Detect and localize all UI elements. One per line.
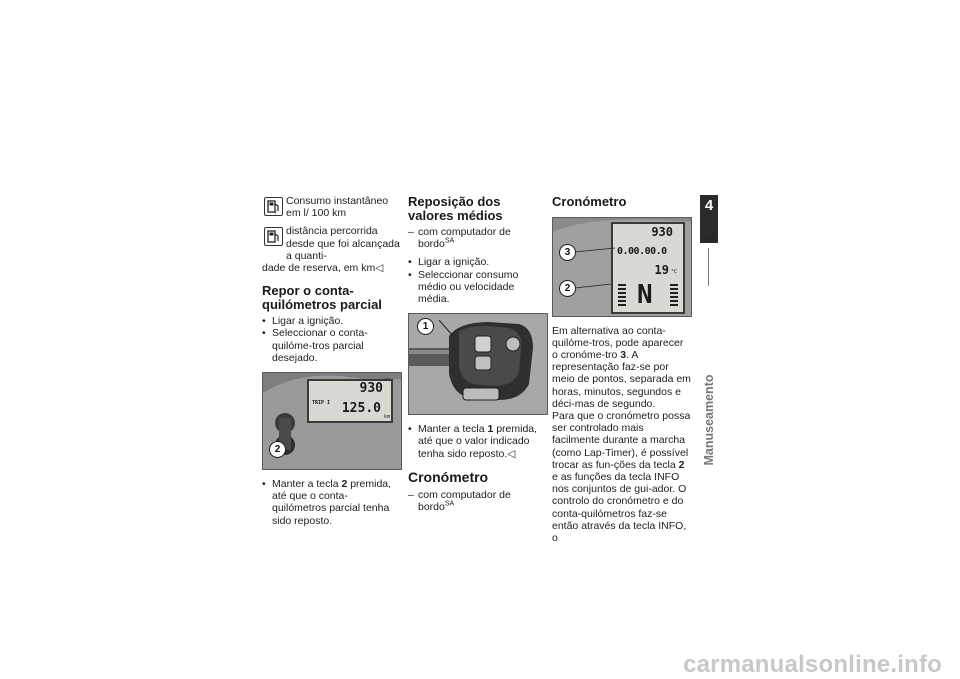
callout-1: 1 [417, 318, 434, 335]
chapter-number: 4 [704, 197, 714, 214]
list-item: • Seleccionar consumo médio ou velocidade média. [408, 269, 548, 306]
reserve-distance-item [262, 225, 402, 274]
side-chapter-title-text: Manuseamento [701, 374, 716, 466]
key-ref: 2 [678, 458, 685, 471]
paragraph-text-b: . A representação faz-se por meio de pontos, separada em horas, minutos, segundos e déci-mas de segundo. [552, 348, 691, 410]
stopwatch-value: 0.00.00.0 [617, 245, 667, 257]
trip-label: TRIP I [312, 400, 331, 407]
option-sup: SA [444, 500, 455, 508]
option-sup: SA [444, 237, 455, 245]
option-note [408, 226, 548, 250]
stopwatch-display-figure [552, 217, 692, 317]
callout-leader-lines [553, 218, 691, 316]
temperature-unit: °C [670, 268, 677, 275]
list-item [262, 478, 402, 527]
step-text-a: Manter a tecla [272, 478, 342, 491]
instant-consumption-text: Consumo instantâneo em l/ 100 km [286, 195, 389, 220]
reserve-distance-text-a: distância percorrida desde que foi alcançada a quanti- [286, 225, 400, 262]
gear-indicator: N [637, 279, 653, 310]
paragraph-text-b: e as funções da tecla INFO nos conjuntos de gui-ador. O controlo do cronómetro e do conta-quilómetros faz-se então através da tecla INFO, o [552, 470, 687, 544]
column-2 [408, 195, 548, 513]
step-text-a: Manter a tecla [418, 423, 488, 436]
key-ref: 3 [620, 348, 627, 361]
side-chapter-title [700, 370, 718, 470]
list-item: • Seleccionar o conta-quilóme-tros parcial desejado. [262, 327, 402, 364]
fuel-pump-icon [264, 197, 283, 216]
callout-3: 3 [559, 244, 576, 261]
average-reset-final-step [408, 423, 548, 460]
key-ref: 1 [487, 423, 494, 436]
stopwatch-heading-2: Cronómetro [552, 194, 627, 209]
paragraph-text-a: Em alternativa ao conta-quilóme-tros, pode aparecer o cronóme-tro [552, 324, 684, 361]
callout-2: 2 [269, 441, 286, 458]
stopwatch-heading: Cronómetro [408, 468, 489, 485]
fuel-reserve-icon [264, 227, 283, 246]
list-item [408, 423, 548, 460]
trip-reset-heading: Repor o conta-quilómetros parcial [262, 283, 382, 312]
trip-display-figure [262, 372, 402, 470]
page-number: 39 [703, 233, 714, 243]
odometer-value: 930 [359, 381, 383, 397]
list-item: • Ligar a ignição. [408, 256, 548, 268]
option-text: com computador de bordo [418, 488, 511, 514]
column-3 [552, 195, 692, 544]
reserve-distance-text-b: dade de reserva, em km◁ [262, 262, 384, 275]
trip-reset-steps [262, 315, 402, 364]
odometer-value: 930 [651, 224, 673, 239]
trip-lcd [307, 379, 393, 423]
step-text-b: premida, até que o valor indicado tenha sido reposto.◁ [418, 423, 538, 460]
tab-divider [708, 248, 709, 286]
stopwatch-paragraph-1 [552, 325, 692, 410]
trip-value: 125.0 [341, 401, 381, 417]
stopwatch-paragraph-2 [552, 410, 692, 544]
option-text: com computador de bordo [418, 226, 511, 251]
trip-reset-final-step [262, 478, 402, 527]
callout-2: 2 [559, 280, 576, 297]
average-reset-heading: Reposição dos valores médios [408, 194, 503, 223]
watermark: carmanualsonline.info [683, 650, 942, 678]
column-1 [262, 195, 402, 527]
key-ref: 2 [341, 478, 348, 491]
average-reset-steps [408, 256, 548, 305]
step-text-b: premida, até que o conta-quilómetros parcial tenha sido reposto. [272, 478, 392, 527]
temperature-value: 19 [654, 262, 669, 277]
svg-text:/: / [275, 211, 277, 215]
trip-unit: km [383, 414, 390, 421]
list-item: • Ligar a ignição. [262, 315, 402, 327]
paragraph-text-a: Para que o cronómetro possa ser controlado mais facilmente durante a marcha (como Lap-Timer), é possível trocar as fun-ções da tecla [552, 409, 691, 471]
handlebar-switch-figure [408, 313, 548, 415]
option-note [408, 489, 548, 513]
instant-consumption-item [262, 195, 402, 219]
